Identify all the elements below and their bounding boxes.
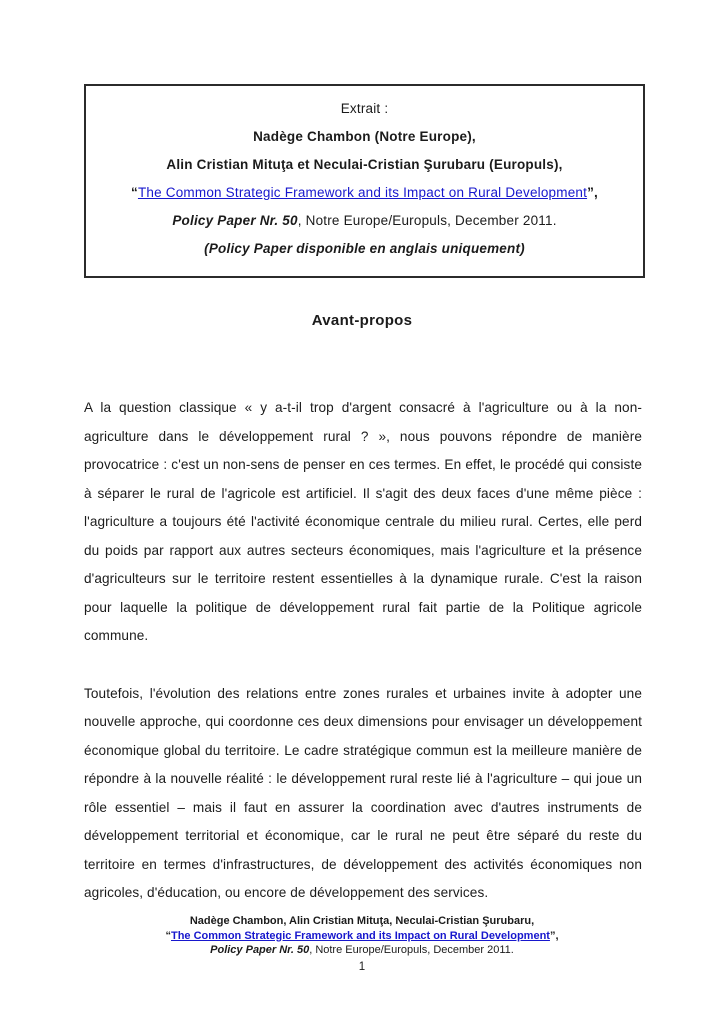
author-line-1: Nadège Chambon (Notre Europe),	[253, 129, 476, 144]
close-quote: ”,	[587, 185, 598, 200]
footer-citation	[0, 914, 724, 974]
paper-title-link[interactable]: The Common Strategic Framework and its Impact on Rural Development	[137, 185, 588, 200]
policy-paper-number: Policy Paper Nr. 50	[172, 213, 298, 228]
footer-publication-line	[0, 943, 724, 958]
author-line-2: Alin Cristian Mituţa et Neculai-Cristian Şurubaru (Europuls),	[166, 157, 563, 172]
paragraph-1: A la question classique « y a-t-il trop d'argent consacré à l'agriculture ou à la non-agriculture dans le développement rural ? », nous pouvons répondre de manière provocatrice : c'est un non-sens de penser en ces termes. En effet, le procédé qui consiste à séparer le rural de l'agricole est artificiel. Il s'agit des deux faces d'une même pièce : l'agriculture a toujours été l'activité économique centrale du milieu rural. Certes, elle perd du poids par rapport aux autres secteurs économiques, mais l'agriculture et la présence d'agriculteurs sur le territoire restent essentielles à la dynamique rurale. C'est la raison pour laquelle la politique de développement rural fait partie de la Politique agricole commune.	[84, 400, 642, 643]
footer-title-line	[0, 929, 724, 944]
header-citation-box	[84, 84, 645, 278]
availability-note: (Policy Paper disponible en anglais uniquement)	[204, 241, 525, 256]
publication-line	[100, 207, 629, 235]
section-heading: Avant-propos	[311, 312, 413, 329]
publication-details: , Notre Europe/Europuls, December 2011.	[297, 213, 557, 228]
footer-paper-title-link[interactable]: The Common Strategic Framework and its Impact on Rural Development	[170, 929, 550, 942]
body-text	[84, 394, 642, 937]
footer-publication-details: , Notre Europe/Europuls, December 2011.	[309, 944, 514, 956]
footer-policy-paper-number: Policy Paper Nr. 50	[210, 944, 310, 956]
extrait-label: Extrait :	[340, 101, 389, 116]
open-quote: “	[131, 185, 138, 200]
title-line	[100, 179, 629, 207]
footer-authors: Nadège Chambon, Alin Cristian Mituţa, Neculai-Cristian Şurubaru,	[189, 915, 535, 927]
footer-open-quote: “	[165, 929, 171, 942]
paragraph-2: Toutefois, l'évolution des relations entre zones rurales et urbaines invite à adopter une nouvelle approche, qui coordonne ces deux dimensions pour envisager un développement économique global du territoire. Le cadre stratégique commun est la meilleure manière de répondre à la nouvelle réalité : le développement rural reste lié à l'agriculture – qui joue un rôle essentiel – mais il faut en assurer la coordination avec d'autres instruments de développement territorial et économique, car le rural ne peut être séparé du reste du territoire en termes d'infrastructures, de développement des activités économiques non agricoles, d'éducation, ou encore de développement des services.	[84, 685, 642, 900]
footer-close-quote: ”,	[549, 929, 559, 942]
page-number: 1	[358, 960, 366, 973]
